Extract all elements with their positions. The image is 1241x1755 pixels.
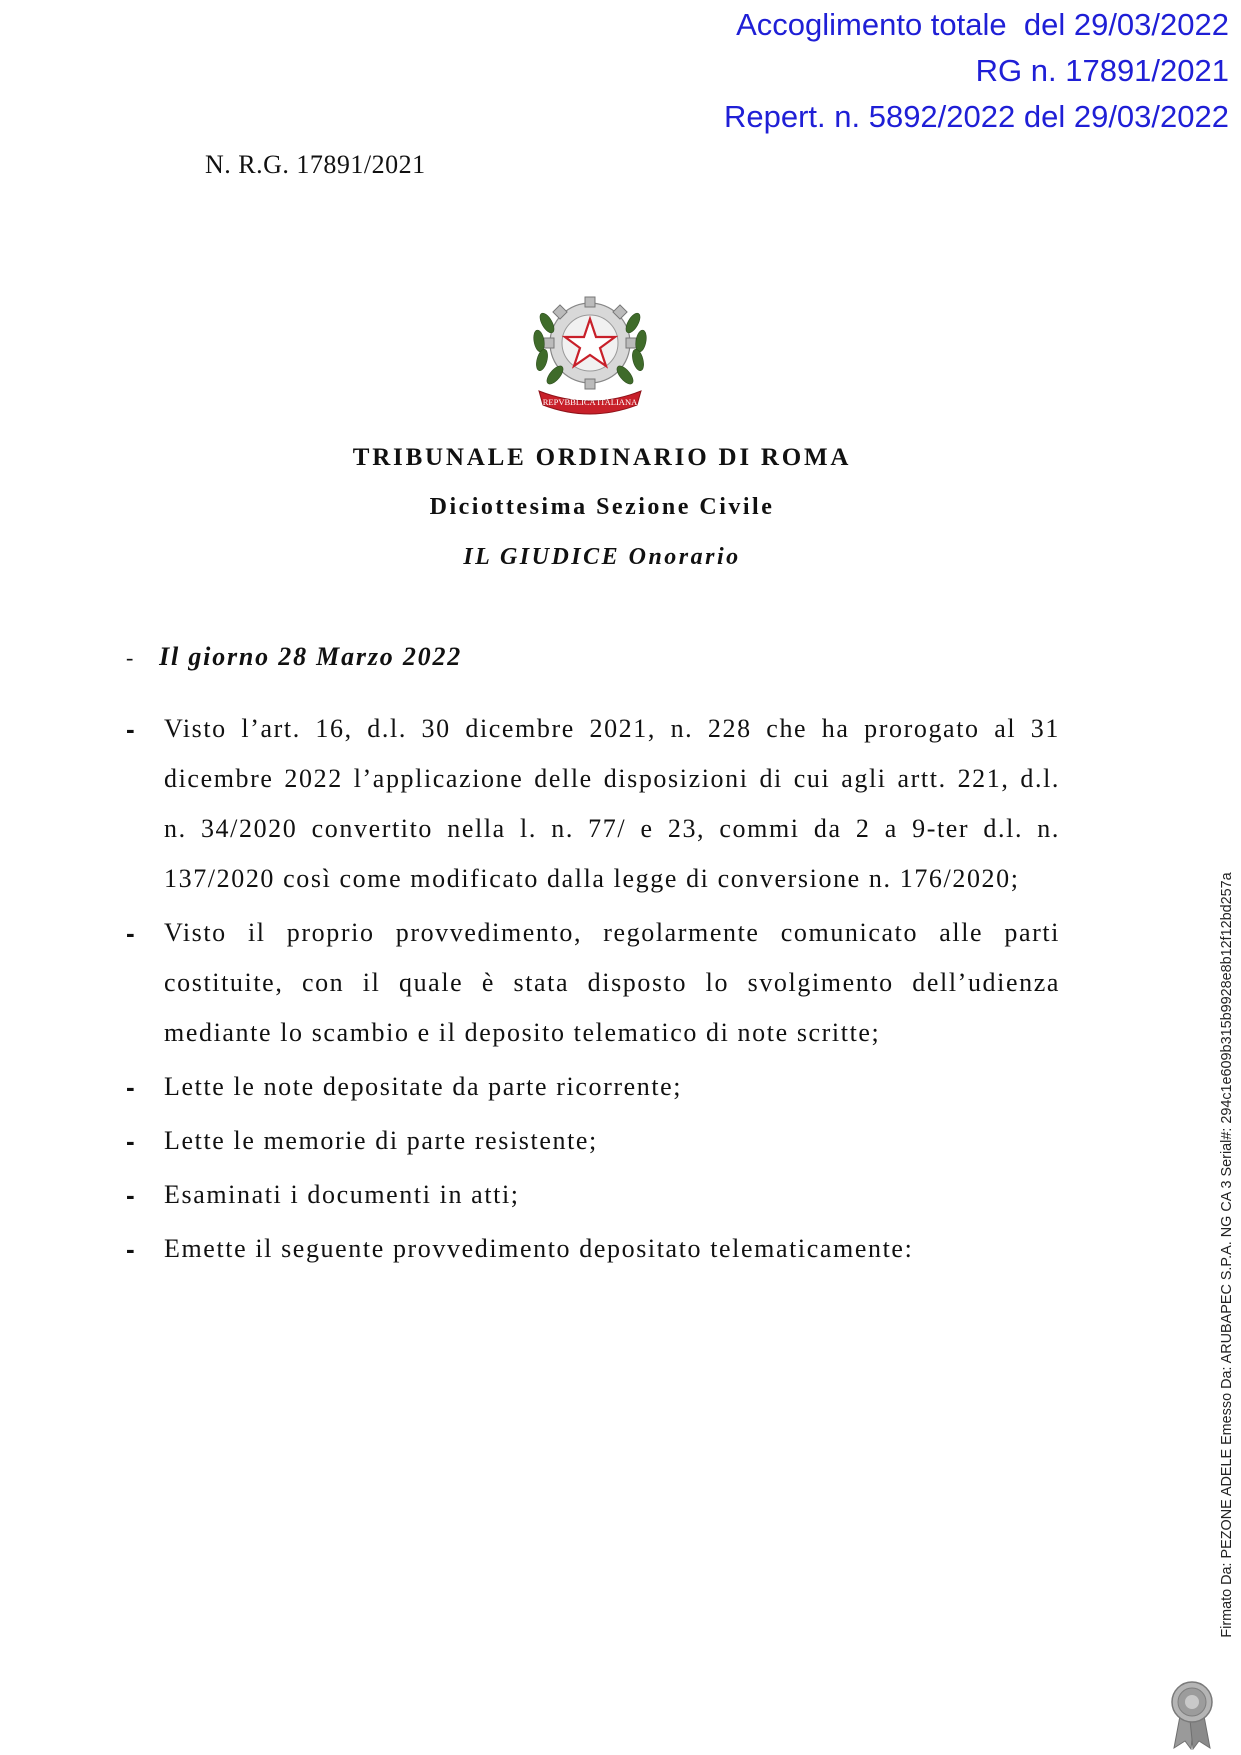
- bullet-dash: -: [126, 1180, 137, 1210]
- recital-text: Emette il seguente provvedimento depositato telematicamente:: [164, 1234, 914, 1263]
- list-item: [126, 908, 1060, 1058]
- bullet-dash: -: [126, 1126, 137, 1156]
- bullet-dash: -: [126, 1234, 137, 1264]
- list-item: [126, 1170, 1060, 1220]
- stamp-repertory: Repert. n. 5892/2022 del 29/03/2022: [723, 99, 1229, 134]
- hearing-date: Il giorno 28 Marzo 2022: [159, 642, 463, 671]
- recital-text: Esaminati i documenti in atti;: [164, 1180, 520, 1209]
- bullet-dash: -: [126, 1072, 137, 1102]
- registry-stamp: [724, 2, 1229, 140]
- stamp-outcome: Accoglimento totale del 29/03/2022: [736, 7, 1229, 42]
- list-item: [126, 1116, 1060, 1166]
- recital-text: Visto l’art. 16, d.l. 30 dicembre 2021, n. 228 che ha prorogato al 31 dicembre 2022 l’applicazione delle disposizioni di cui agli artt. 221, d.l. n. 34/2020 convertito nella l. n. 77/ e 23, commi da 2 a 9-ter d.l. n. 137/2020 così come modificato dalla legge di conversione n. 176/2020;: [164, 714, 1060, 893]
- bullet-dash: -: [126, 714, 137, 744]
- court-name: TRIBUNALE ORDINARIO DI ROMA: [352, 444, 852, 471]
- recitals-list: [126, 704, 1060, 1278]
- judge-title: IL GIUDICE Onorario: [463, 544, 741, 570]
- court-section: Diciottesima Sezione Civile: [429, 494, 775, 520]
- stamp-rg-number: RG n. 17891/2021: [975, 53, 1229, 88]
- signature-text: Firmato Da: PEZONE ADELE Emesso Da: ARUBAPEC S.P.A. NG CA 3 Serial#: 294c1e609b315b9928e8b12f12bd257a: [1219, 872, 1235, 1638]
- recital-text: Visto il proprio provvedimento, regolarmente comunicato alle parti costituite, con il quale è stata disposto lo svolgimento dell’udienza mediante lo scambio e il deposito telematico di note scritte;: [164, 918, 1060, 1047]
- list-item: [126, 704, 1060, 904]
- italian-republic-emblem-icon: [525, 283, 655, 418]
- recital-text: Lette le note depositate da parte ricorrente;: [164, 1072, 683, 1101]
- digital-signature-strip: [1215, 850, 1239, 1660]
- emblem-ribbon-label: REPVBBLICA ITALIANA: [542, 397, 638, 407]
- date-dash: -: [126, 645, 136, 670]
- recital-text: Lette le memorie di parte resistente;: [164, 1126, 598, 1155]
- list-item: [126, 1224, 1060, 1274]
- signature-seal-icon: [1168, 1680, 1216, 1750]
- bullet-dash: -: [126, 918, 137, 948]
- case-number: N. R.G. 17891/2021: [205, 150, 426, 179]
- list-item: [126, 1062, 1060, 1112]
- hearing-date-line: [126, 642, 462, 672]
